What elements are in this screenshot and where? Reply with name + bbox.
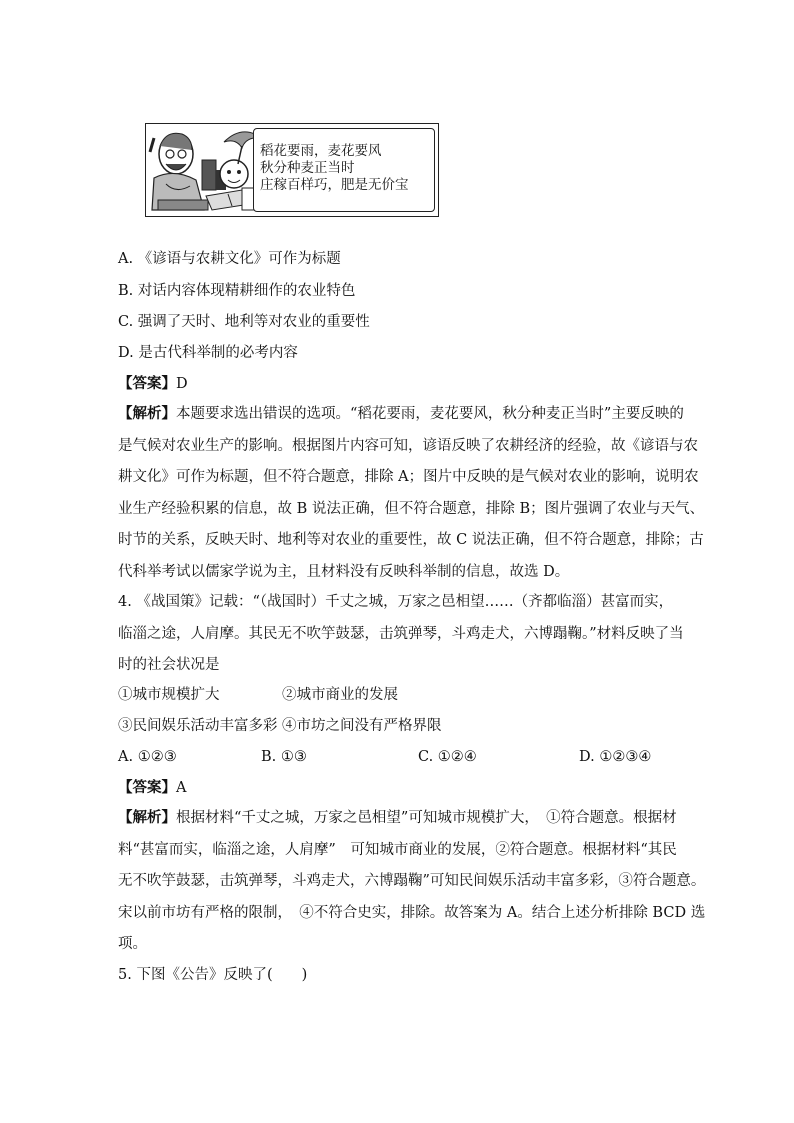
analysis-line: 耕文化》可作为标题，但不符合题意，排除 A；图片中反映的是气候对农业的影响，说明农 [118,469,699,485]
answer-tag: 【答案】 [118,779,176,796]
cartoon-figure [145,123,439,217]
analysis-tag: 【解析】 [118,405,176,422]
analysis-tag: 【解析】 [118,809,176,826]
analysis-line: 【解析】根据材料“千丈之城，万家之邑相望”可知城市规模扩大， ①符合题意。根据材 [118,809,677,826]
analysis-line: 是气候对农业生产的影响。根据图片内容可知，谚语反映了农耕经济的经验，故《谚语与农 [118,437,698,454]
analysis-line: 时节的关系，反映天时、地利等对农业的重要性，故 C 说法正确，但不符合题意，排除；古 [118,532,704,548]
q4-analysis [118,802,706,961]
speech-line: 稻花要雨，麦花要风 [260,143,382,159]
q4-option-d: D. ①②③④ [579,749,652,765]
q4-answer [118,779,186,797]
q4-stem [118,587,684,682]
analysis-line: 料“甚富而实，临淄之途，人肩摩” 可知城市商业的发展，②符合题意。根据材料“其民 [118,841,677,858]
q5-stem: 5. 下图《公告》反映了( ) [118,967,308,983]
q4-item-4: ④市坊之间没有严格界限 [282,718,442,734]
stem-line: 时的社会状况是 [118,657,220,673]
q4-option-b: B. ①③ [261,749,307,765]
q3-option-d: D. 是古代科举制的必考内容 [118,345,298,361]
q4-option-c: C. ①②④ [418,749,477,765]
q4-item-1: ①城市规模扩大 [118,687,220,703]
analysis-line: 代科举考试以儒家学说为主，且材料没有反映科举制的信息，故选 D。 [118,563,570,580]
q4-item-3: ③民间娱乐活动丰富多彩 [118,718,278,734]
analysis-line: 项。 [118,936,147,952]
q3-answer [118,375,188,393]
answer-value: A [176,780,187,796]
stem-line: 临淄之途，人肩摩。其民无不吹竽鼓瑟，击筑弹琴，斗鸡走犬，六博蹋鞠。”材料反映了当 [118,625,684,642]
analysis-line: 【解析】本题要求选出错误的选项。“稻花要雨，麦花要风，秋分种麦正当时”主要反映的 [118,405,684,422]
speech-line: 秋分种麦正当时 [260,160,355,176]
q3-option-a: A. 《谚语与农耕文化》可作为标题 [118,251,341,267]
q3-option-b: B. 对话内容体现精耕细作的农业特色 [118,283,356,299]
speech-line: 庄稼百样巧，肥是无价宝 [260,177,409,193]
analysis-line: 无不吹竽鼓瑟，击筑弹琴，斗鸡走犬，六博蹋鞠”可知民间娱乐活动丰富多彩，③符合题意。 [118,873,706,889]
stem-line: 4. 《战国策》记载：“（战国时）千丈之城，万家之邑相望……（齐都临淄）甚富而实， [118,594,674,610]
analysis-line: 宋以前市坊有严格的限制， ④不符合史实，排除。故答案为 A。结合上述分析排除 BCD 选 [118,904,706,921]
answer-tag: 【答案】 [118,375,176,392]
speech-bubble [253,128,435,212]
answer-value: D [176,376,188,392]
analysis-line: 业生产经验积累的信息，故 B 说法正确，但不符合题意，排除 B；图片强调了农业与天气、 [118,500,705,517]
q4-option-a: A. ①②③ [118,749,177,765]
q4-item-2: ②城市商业的发展 [282,687,398,703]
q3-analysis [118,398,705,588]
q3-option-c: C. 强调了天时、地利等对农业的重要性 [118,314,370,330]
